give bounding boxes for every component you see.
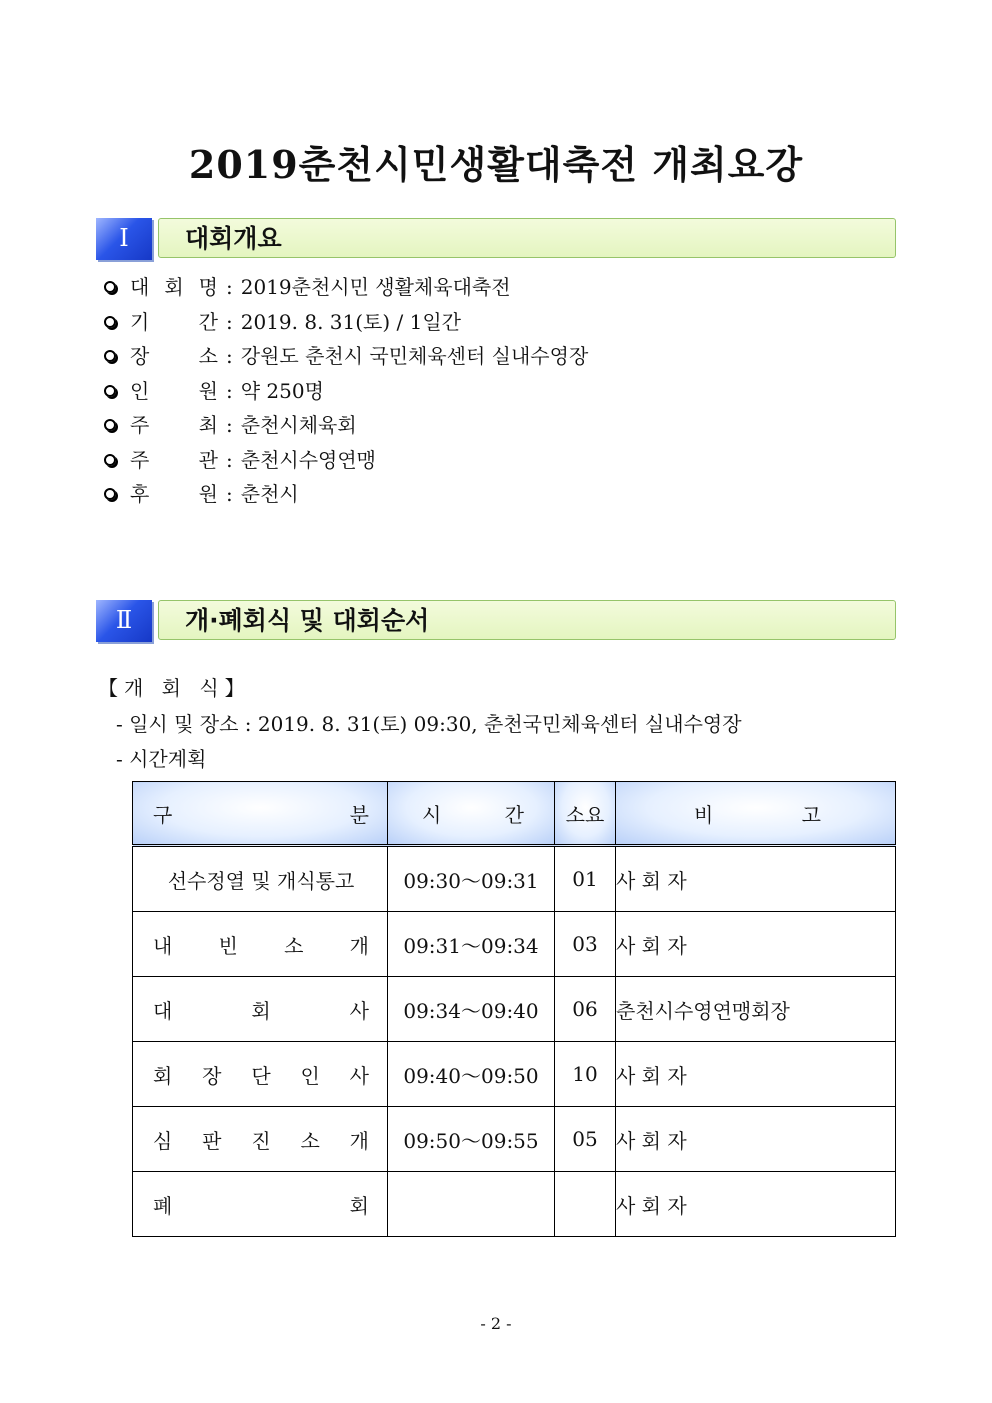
section-1-title: 대회개요 — [158, 218, 896, 258]
label-char: 소 — [198, 344, 218, 368]
colon-separator: : — [226, 413, 233, 437]
overview-item-value: 강원도 춘천시 국민체육센터 실내수영장 — [240, 344, 589, 368]
item-text: 회 — [153, 1063, 173, 1088]
circle-bullet-icon — [104, 350, 116, 362]
header-time — [388, 782, 555, 846]
header-char: 분 — [349, 802, 369, 827]
cell-item — [133, 846, 388, 912]
item-text: 선수정열 및 개식통고 — [167, 868, 355, 893]
cell-time: 09:50～09:55 — [388, 1107, 555, 1172]
label-char: 대 — [130, 275, 150, 299]
label-char: 후 — [130, 482, 150, 506]
cell-remarks: 사 회 자 — [616, 912, 896, 977]
page-number: - 2 - — [480, 1314, 512, 1333]
label-char: 명 — [198, 275, 218, 299]
item-text: 사 — [349, 1063, 369, 1088]
cell-item — [133, 1042, 388, 1107]
header-category — [133, 782, 388, 846]
overview-item-label — [130, 443, 218, 478]
cell-time: 09:40～09:50 — [388, 1042, 555, 1107]
overview-item-label — [130, 477, 218, 512]
cell-remarks: 사 회 자 — [616, 1107, 896, 1172]
colon-separator: : — [226, 344, 233, 368]
cell-item — [133, 1107, 388, 1172]
cell-duration: 10 — [555, 1042, 616, 1107]
header-char: 간 — [504, 802, 524, 827]
item-text: 빈 — [218, 933, 238, 958]
schedule-table — [132, 781, 896, 1237]
cell-duration: 06 — [555, 977, 616, 1042]
item-text: 소 — [284, 933, 304, 958]
item-text: 폐 — [153, 1193, 173, 1218]
overview-item — [104, 477, 588, 512]
cell-item — [133, 1172, 388, 1237]
section-2-title: 개·폐회식 및 대회순서 — [158, 600, 896, 640]
item-text: 판 — [202, 1128, 222, 1153]
header-char: 구 — [153, 802, 173, 827]
item-text: 사 — [349, 998, 369, 1023]
schedule-label: - 시간계획 — [116, 747, 207, 771]
header-char: 비 — [694, 802, 714, 827]
cell-time: 09:30～09:31 — [388, 846, 555, 912]
table-row — [133, 977, 896, 1042]
cell-time: 09:34～09:40 — [388, 977, 555, 1042]
document-title: 2019춘천시민생활대축전 개최요강 — [188, 142, 804, 187]
label-char: 최 — [198, 413, 218, 437]
cell-duration — [555, 1172, 616, 1237]
circle-bullet-icon — [104, 281, 116, 293]
label-char: 간 — [198, 309, 218, 334]
item-text: 단 — [251, 1063, 271, 1088]
section-2-number: Ⅱ — [96, 600, 152, 642]
opening-ceremony-heading: 【개 회 식】 — [98, 676, 251, 700]
overview-list — [104, 270, 588, 512]
item-text: 진 — [251, 1128, 271, 1153]
label-char: 회 — [164, 275, 184, 299]
cell-remarks: 사 회 자 — [616, 1172, 896, 1237]
overview-item — [104, 443, 588, 478]
cell-time: 09:31～09:34 — [388, 912, 555, 977]
date-place-line: - 일시 및 장소 : 2019. 8. 31(토) 09:30, 춘천국민체육센터 실내수영장 — [116, 712, 742, 736]
overview-item — [104, 339, 588, 374]
item-text: 개 — [349, 933, 369, 958]
colon-separator: : — [226, 378, 233, 403]
overview-item-value: 춘천시 — [240, 482, 299, 506]
cell-duration: 05 — [555, 1107, 616, 1172]
label-char: 기 — [130, 309, 150, 334]
item-text: 회 — [349, 1193, 369, 1218]
circle-bullet-icon — [104, 385, 116, 397]
label-char: 원 — [198, 378, 218, 403]
cell-item — [133, 977, 388, 1042]
label-char: 주 — [130, 447, 150, 472]
header-char: 시 — [422, 802, 442, 827]
cell-duration: 01 — [555, 846, 616, 912]
table-row — [133, 912, 896, 977]
label-char: 원 — [198, 482, 218, 506]
label-char: 주 — [130, 413, 150, 437]
cell-duration: 03 — [555, 912, 616, 977]
header-remarks — [616, 782, 896, 846]
colon-separator: : — [226, 447, 233, 472]
overview-item-value: 2019. 8. 31(토) / 1일간 — [240, 309, 461, 334]
overview-item-label — [130, 305, 218, 340]
table-row — [133, 1172, 896, 1237]
overview-item-value: 춘천시수영연맹 — [240, 447, 376, 472]
table-row — [133, 846, 896, 912]
cell-remarks: 사 회 자 — [616, 846, 896, 912]
overview-item — [104, 270, 588, 305]
cell-item — [133, 912, 388, 977]
colon-separator: : — [226, 482, 233, 506]
table-row — [133, 1042, 896, 1107]
overview-item-value: 2019춘천시민 생활체육대축전 — [240, 275, 511, 299]
overview-item-value: 약 250명 — [240, 378, 324, 403]
section-1-number: Ⅰ — [96, 218, 152, 260]
overview-item-label — [130, 408, 218, 443]
label-char: 관 — [198, 447, 218, 472]
item-text: 인 — [300, 1063, 320, 1088]
overview-item-label — [130, 270, 218, 305]
colon-separator: : — [226, 275, 233, 299]
cell-time — [388, 1172, 555, 1237]
overview-item-label — [130, 339, 218, 374]
item-text: 회 — [251, 998, 271, 1023]
overview-item-label — [130, 374, 218, 409]
table-row — [133, 1107, 896, 1172]
overview-item — [104, 374, 588, 409]
colon-separator: : — [226, 309, 233, 334]
cell-remarks: 사 회 자 — [616, 1042, 896, 1107]
overview-item — [104, 408, 588, 443]
circle-bullet-icon — [104, 488, 116, 500]
label-char: 장 — [130, 344, 150, 368]
item-text: 대 — [153, 998, 173, 1023]
item-text: 심 — [153, 1128, 173, 1153]
header-char: 고 — [801, 802, 821, 827]
label-char: 인 — [130, 378, 150, 403]
circle-bullet-icon — [104, 419, 116, 431]
circle-bullet-icon — [104, 454, 116, 466]
overview-item-value: 춘천시체육회 — [240, 413, 357, 437]
header-duration: 소요 — [555, 782, 616, 846]
overview-item — [104, 305, 588, 340]
item-text: 장 — [202, 1063, 222, 1088]
item-text: 소 — [300, 1128, 320, 1153]
item-text: 개 — [349, 1128, 369, 1153]
cell-remarks: 춘천시수영연맹회장 — [616, 977, 896, 1042]
circle-bullet-icon — [104, 316, 116, 328]
item-text: 내 — [153, 933, 173, 958]
